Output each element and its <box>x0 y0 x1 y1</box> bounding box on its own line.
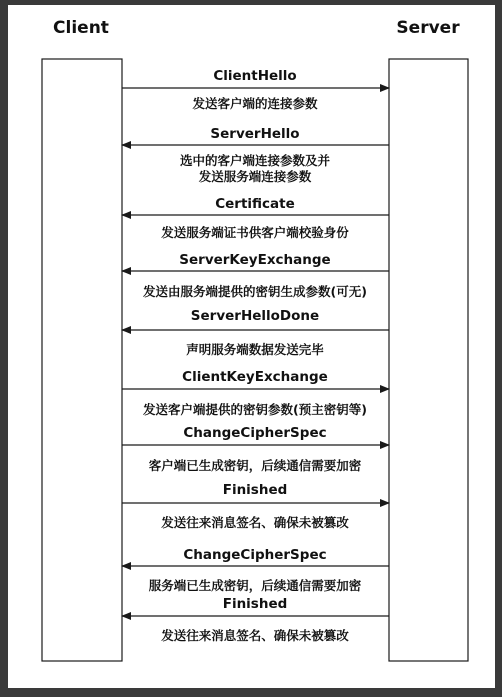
message-description: 发送往来消息签名、确保未被篡改 <box>161 628 349 643</box>
message-description: 发送服务端连接参数 <box>198 169 312 184</box>
message-label: ClientKeyExchange <box>182 369 328 385</box>
message-description: 发送客户端提供的密钥参数(预主密钥等) <box>143 402 367 417</box>
server-lifeline <box>389 59 468 661</box>
client-header: Client <box>53 18 109 38</box>
message-description: 选中的客户端连接参数及并 <box>179 153 331 168</box>
message-description: 发送客户端的连接参数 <box>192 96 318 111</box>
message-description: 发送由服务端提供的密钥生成参数(可无) <box>143 284 367 299</box>
message-label: ServerHelloDone <box>190 308 320 324</box>
server-header: Server <box>396 18 460 38</box>
message-label: ClientHello <box>213 68 297 84</box>
message-label: ServerHello <box>210 126 300 142</box>
message-label: ChangeCipherSpec <box>183 425 327 441</box>
message-description: 发送服务端证书供客户端校验身份 <box>161 225 349 240</box>
message-description: 服务端已生成密钥，后续通信需要加密 <box>148 578 362 593</box>
message-label: Finished <box>222 482 288 498</box>
tls-handshake-diagram <box>8 5 495 688</box>
diagram-canvas <box>8 5 495 688</box>
message-label: Certificate <box>215 196 295 212</box>
client-lifeline <box>42 59 122 661</box>
message-label: ChangeCipherSpec <box>183 547 327 563</box>
message-description: 客户端已生成密钥，后续通信需要加密 <box>148 458 362 473</box>
message-label: Finished <box>222 596 288 612</box>
message-description: 声明服务端数据发送完毕 <box>186 342 324 357</box>
message-description: 发送往来消息签名、确保未被篡改 <box>161 515 349 530</box>
message-label: ServerKeyExchange <box>179 252 331 268</box>
